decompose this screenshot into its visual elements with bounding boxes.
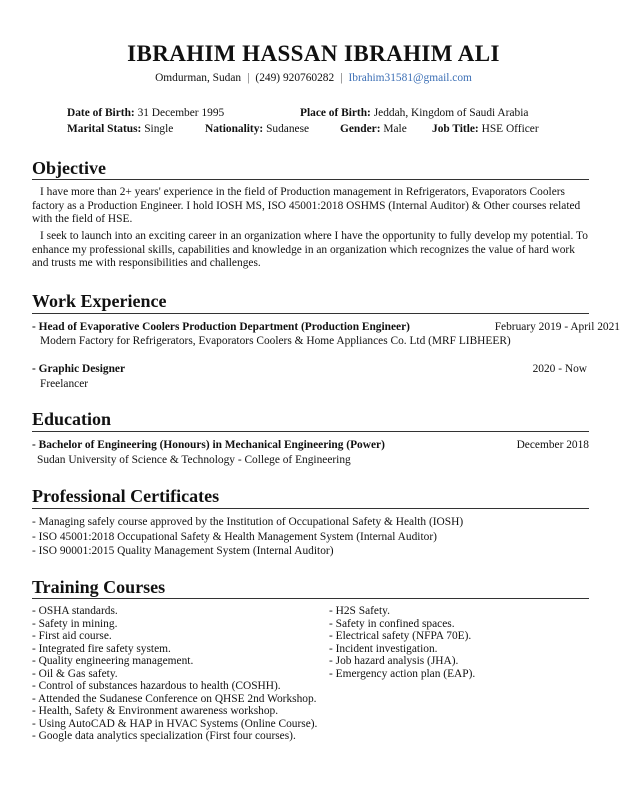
dob-row: [67, 106, 224, 120]
list-item: - Safety in mining.: [32, 617, 118, 630]
section-divider: [32, 313, 589, 314]
list-item: - Using AutoCAD & HAP in HVAC Systems (Online Course).: [32, 717, 318, 730]
training-heading: Training Courses: [32, 577, 166, 597]
list-item: - ISO 90001:2015 Quality Management System (Internal Auditor): [32, 545, 334, 557]
contact-line: [0, 71, 627, 85]
job-organization: Modern Factory for Refrigerators, Evaporators Coolers & Home Appliances Co. Ltd (MRF LIBHEER): [40, 335, 511, 347]
job-title-row: [432, 122, 539, 136]
separator: |: [247, 72, 250, 84]
certificates-heading: Professional Certificates: [32, 486, 220, 506]
nationality-label: Nationality:: [205, 123, 264, 135]
job-title-value: HSE Officer: [481, 123, 539, 135]
training-list-left: [32, 605, 317, 743]
marital-value: Single: [144, 123, 174, 135]
list-item: - Electrical safety (NFPA 70E).: [329, 630, 472, 642]
job-dates: February 2019 - April 2021: [494, 321, 620, 333]
gender-row: [340, 122, 407, 136]
certificates-list: [32, 515, 463, 559]
list-item: - Attended the Sudanese Conference on QHSE 2nd Workshop.: [32, 692, 317, 705]
list-item: - Managing safely course approved by the Institution of Occupational Safety & Health (IOSH): [32, 516, 464, 528]
list-item: - OSHA standards.: [32, 605, 118, 617]
pob-label: Place of Birth:: [300, 107, 371, 119]
marital-label: Marital Status:: [67, 123, 142, 135]
objective-heading: Objective: [32, 158, 106, 178]
list-item: - H2S Safety.: [329, 605, 390, 617]
job-role: - Head of Evaporative Coolers Production Department (Production Engineer): [32, 321, 410, 333]
list-item: - Incident investigation.: [329, 642, 438, 655]
list-item: - Health, Safety & Environment awareness workshop.: [32, 705, 279, 717]
list-item: - Quality engineering management.: [32, 655, 194, 667]
list-item: - Oil & Gas safety.: [32, 667, 118, 680]
list-item: - Safety in confined spaces.: [329, 617, 455, 630]
pob-row: [300, 106, 528, 120]
list-item: - Control of substances hazardous to health (COSHH).: [32, 680, 281, 692]
objective-paragraph-2: I seek to launch into an exciting career in an organization where I have the opportunity to fully develop my potential. To enhance my professional skills, capabilities and knowledge in an organization which recognizes the value of hard work and trusts me with responsibilities and challenges.: [32, 230, 588, 270]
section-divider: [32, 431, 589, 432]
dob-value: 31 December 1995: [137, 107, 225, 119]
section-divider: [32, 508, 589, 509]
list-item: - First aid course.: [32, 630, 112, 642]
dob-label: Date of Birth:: [67, 107, 135, 119]
section-divider: [32, 598, 589, 599]
job-dates: 2020 - Now: [532, 363, 587, 375]
education-heading: Education: [32, 409, 112, 429]
objective-paragraph-1: I have more than 2+ years' experience in the field of Production management in Refrigerators, Evaporators Coolers factory as a Production Engineer. I hold IOSH MS, ISO 45001:2018 OSHMS (Internal Auditor) & Other courses related with the field of HSE.: [32, 186, 581, 226]
nationality-value: Sudanese: [266, 123, 310, 135]
list-item: - ISO 45001:2018 Occupational Safety & Health Management System (Internal Auditor): [32, 530, 437, 543]
graduation-date: December 2018: [516, 439, 589, 451]
nationality-row: [205, 122, 309, 136]
candidate-name: IBRAHIM HASSAN IBRAHIM ALI: [127, 41, 500, 66]
list-item: - Job hazard analysis (JHA).: [329, 655, 459, 667]
marital-row: [67, 122, 173, 136]
job-organization: Freelancer: [40, 378, 89, 390]
job-role: - Graphic Designer: [32, 363, 126, 375]
list-item: - Emergency action plan (EAP).: [329, 667, 476, 680]
university: Sudan University of Science & Technology - College of Engineering: [37, 454, 351, 466]
phone: (249) 920760282: [255, 72, 335, 84]
gender-value: Male: [383, 123, 407, 135]
training-list-right: [329, 605, 475, 680]
gender-label: Gender:: [340, 123, 381, 135]
work-experience-heading: Work Experience: [32, 291, 167, 311]
degree: - Bachelor of Engineering (Honours) in Mechanical Engineering (Power): [32, 439, 385, 451]
pob-value: Jeddah, Kingdom of Saudi Arabia: [373, 107, 529, 119]
email-link[interactable]: Ibrahim31581@gmail.com: [348, 72, 472, 84]
location: Omdurman, Sudan: [155, 72, 242, 84]
list-item: - Google data analytics specialization (First four courses).: [32, 730, 296, 742]
separator: |: [340, 72, 343, 84]
section-divider: [32, 179, 589, 180]
job-title-label: Job Title:: [432, 123, 479, 135]
list-item: - Integrated fire safety system.: [32, 642, 171, 655]
